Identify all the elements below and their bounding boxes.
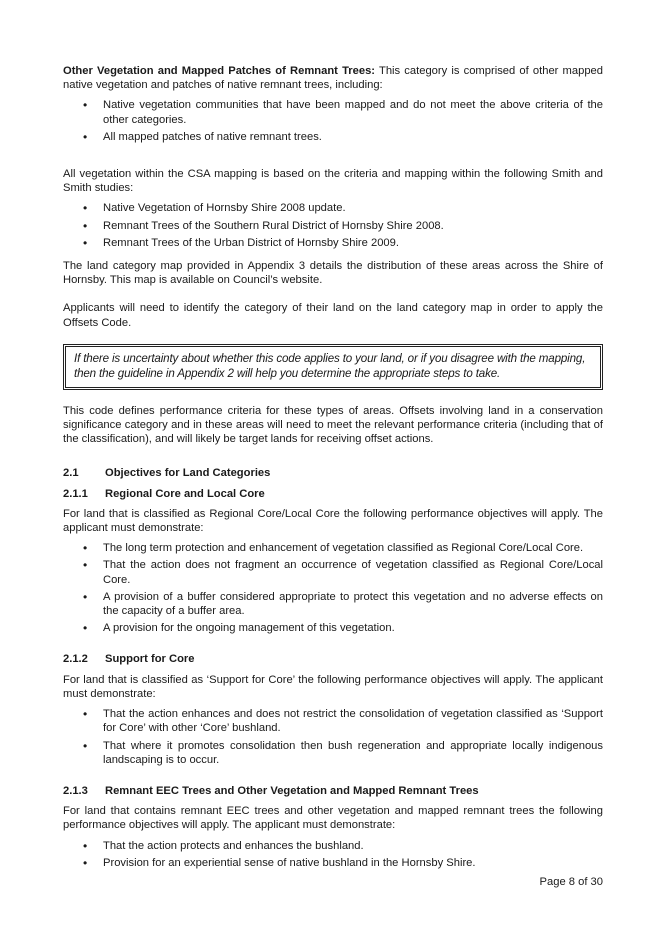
intro-paragraph — [63, 64, 603, 92]
list-item: • Remnant Trees of the Southern Rural District of Hornsby Shire 2008. — [63, 219, 603, 233]
csa-bullet-list — [63, 201, 603, 250]
section-heading-2-1-1 — [63, 487, 603, 501]
section-title: Support for Core — [105, 653, 195, 666]
csa-paragraph: All vegetation within the CSA mapping is based on the criteria and mapping within the following Smith and Smith studies: — [63, 168, 603, 195]
section-2-1-2-bullet-list — [63, 707, 603, 767]
intro-heading: Other Vegetation and Mapped Patches of Remnant Trees: — [63, 65, 376, 77]
callout-text: If there is uncertainty about whether this code applies to your land, or if you disagree with the mapping, then the guideline in Appendix 2 will help you determine the appropriate steps to take. — [74, 351, 586, 381]
document-page — [63, 64, 603, 873]
section-number: 2.1.2 — [63, 653, 88, 666]
section-2-1-1-bullet-list — [63, 541, 603, 635]
list-item: • That where it promotes consolidation then bush regeneration and appropriate locally indigenous landscaping is to occur. — [63, 739, 603, 767]
list-item: • Native Vegetation of Hornsby Shire 2008 update. — [63, 201, 603, 215]
section-2-1-3-bullet-list — [63, 839, 603, 870]
performance-paragraph: This code defines performance criteria for these types of areas. Offsets involving land in a conservation significance category and in these areas will need to meet the relevant performance criteria (including that of the classification), and will likely be target lands for receiving offset actions. — [63, 404, 603, 446]
list-item: • Provision for an experiential sense of native bushland in the Hornsby Shire. — [63, 856, 603, 870]
list-item: • All mapped patches of native remnant trees. — [63, 130, 603, 144]
section-number: 2.1 — [63, 467, 79, 480]
section-2-1-3-paragraph: For land that contains remnant EEC trees and other vegetation and mapped remnant trees the following performance objectives will apply. The applicant must demonstrate: — [63, 805, 603, 832]
section-number: 2.1.3 — [63, 784, 88, 797]
section-2-1-1-paragraph: For land that is classified as Regional Core/Local Core the following performance objectives will apply. The applicant must demonstrate: — [63, 507, 603, 535]
section-title: Objectives for Land Categories — [105, 467, 271, 480]
list-item: • That the action protects and enhances the bushland. — [63, 839, 603, 853]
intro-bullet-list — [63, 98, 603, 144]
list-item: • A provision for the ongoing management of this vegetation. — [63, 621, 603, 635]
list-item: • A provision of a buffer considered appropriate to protect this vegetation and no adverse effects on the capacity of a buffer area. — [63, 590, 603, 618]
section-title: Remnant EEC Trees and Other Vegetation and Mapped Remnant Trees — [105, 784, 479, 797]
section-heading-2-1-2 — [63, 652, 603, 666]
section-number: 2.1.1 — [63, 487, 88, 500]
list-item: • That the action enhances and does not restrict the consolidation of vegetation classified as ‘Support for Core’ with other ‘Core’ bushland. — [63, 707, 603, 735]
land-map-paragraph: The land category map provided in Appendix 3 details the distribution of these areas across the Shire of Hornsby. This map is available on Council’s website. — [63, 260, 603, 287]
section-2-1-2-paragraph: For land that is classified as ‘Support for Core’ the following performance objectives will apply. The applicant must demonstrate: — [63, 673, 603, 700]
section-heading-2-1-3 — [63, 784, 603, 798]
list-item: • Native vegetation communities that have been mapped and do not meet the above criteria of the other categories. — [63, 98, 603, 126]
section-heading-2-1 — [63, 466, 603, 480]
applicants-paragraph: Applicants will need to identify the category of their land on the land category map in order to apply the Offsets Code. — [63, 302, 603, 329]
list-item: • Remnant Trees of the Urban District of Hornsby Shire 2009. — [63, 236, 603, 250]
page-number: Page 8 of 30 — [539, 876, 603, 888]
section-title: Regional Core and Local Core — [105, 487, 265, 500]
intro-text: This category is comprised of other mapped native vegetation and patches of native remnant trees, including: — [63, 65, 603, 92]
list-item: • The long term protection and enhancement of vegetation classified as Regional Core/Local Core. — [63, 541, 603, 555]
callout-box — [63, 344, 603, 390]
list-item: • That the action does not fragment an occurrence of vegetation classified as Regional Core/Local Core. — [63, 558, 603, 586]
